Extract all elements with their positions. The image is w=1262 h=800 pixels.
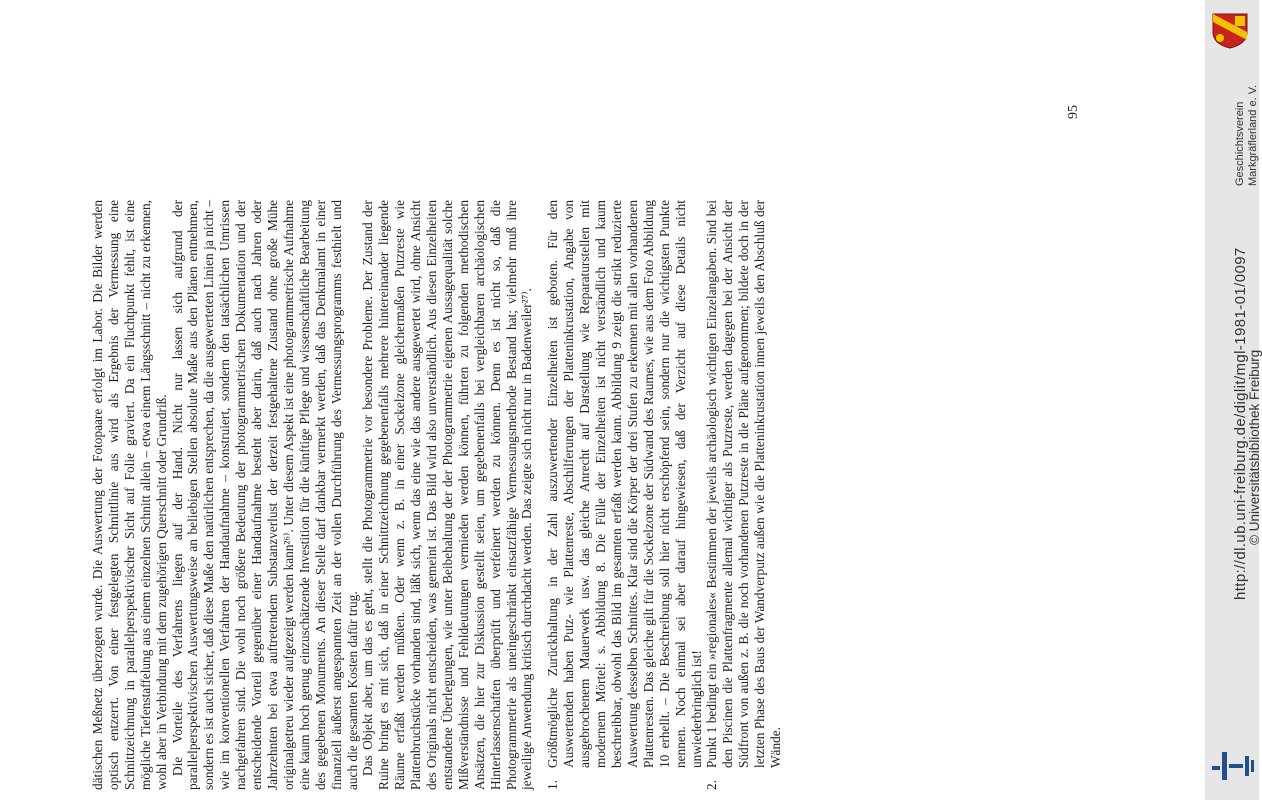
society-name-line1: Geschichtsverein <box>1234 101 1246 186</box>
society-crest-icon <box>1207 10 1253 50</box>
footnote-text: Punkt 1 bedingt ein »regionales« Bestimmen der jeweils archäologisch wichtigen Einzelangaben. Sind bei den Piscinen die Plattenfragmente allemal wichtiger als Putzreste, werden dagegen bei der Ansicht der Südfront von außen z. B. die noch vorhandenen Putzreste in die Pläne aufgenommen; bildete doch in der letzten Phase des Baus der Wandverputz außen wie die Platteninkrustation innen jeweils den Abschluß der Wände. <box>704 200 784 768</box>
library-logo-icon <box>1208 746 1256 786</box>
document-url[interactable]: http://dl.ub.uni-freiburg.de/diglit/mgl-1981-01/0097 <box>1232 247 1249 600</box>
paragraph: Das Objekt aber, um das es geht, stellt die Photogrammetrie vor besondere Probleme. Der Zustand der Ruine bringt es mit sich, daß in einer Schnittzeichnung gegebenenfalls mehrere hintereinander liegende Räume erfaßt werden müßten. Oder wenn z. B. in einer Sockelzone gleichermaßen Putzreste wie Plattenbruchstücke vorhanden sind, läßt sich, wenn das eine wie das andere ausgewertet wird, ohne Ansicht des Originals nicht entscheiden, was gemeint ist. Das Bild wird also unverständlich. Aus diesen Einzelheiten entstandene Überlegungen, wie unter Beibehaltung der der Photogrammetrie eigenen Aussagequalität solche Mißverständnisse und Fehldeutungen vermieden werden können, führten zu folgenden methodischen Ansätzen, die hier zur Diskussion gestellt seien, um gegebenenfalls bei vergleichbaren archäologischen Hinterlassenschaften überprüft und verfeinert werden zu können. Denn es ist nicht so, daß die Photogrammetrie als uneingeschränkt einsatzfähige Vermessungsmethode Bestand hat; vielmehr muß ihre jeweilige Anwendung kritisch durchdacht werden. Das zeigte sich nicht nur in Badenweiler²⁷⁾. <box>360 200 535 790</box>
footnote-number: 1. <box>545 780 561 790</box>
page-number: 95 <box>1066 105 1081 119</box>
footnote-item <box>545 200 704 790</box>
footnote-item <box>704 200 784 790</box>
paragraph: Die Vorteile des Verfahrens liegen auf der Hand. Nicht nur lassen sich aufgrund der parallelperspektivischen Auswertungsweise an beliebigen Stellen absolute Maße aus den Plänen entnehmen, sondern es ist auch sicher, daß diese Maße den natürlichen entsprechen, da die ausgewerteten Linien ja nicht – wie im konventionellen Verfahren der Handaufnahme – konstruiert, sondern den tatsächlichen Umrissen nachgefahren sind. Die wohl noch größere Bedeutung der photogrammetrischen Dokumentation und der entscheidende Vorteil gegenüber einer Handaufnahme besteht aber darin, daß auch nach Jahren oder Jahrzehnten bei etwa auftretendem Substanzverlust der derzeit festgehaltene Zustand ohne große Mühe originalgetreu wieder aufgezeigt werden kann²⁶⁾. Unter diesem Aspekt ist eine photogrammetrische Aufnahme eine kaum hoch genug einzuschätzende Investition für die künftige Pflege und wissenschaftliche Bearbeitung des gegebenen Monuments. An dieser Stelle darf dankbar vermerkt werden, daß das Denkmalamt in einer finanziell äußerst angespannten Zeit an der vollen Durchführung des Vermessungsprogramms festhielt und auch die gesamten Kosten dafür trug. <box>169 200 360 790</box>
page-body <box>90 200 1070 790</box>
copyright-notice: © Universitätsbibliothek Freiburg <box>1247 349 1262 545</box>
footnote-number: 2. <box>704 780 720 790</box>
society-name-line2: Markgräflerland e. V. <box>1247 84 1259 186</box>
footnote-text: Größtmögliche Zurückhaltung in der Zahl auszuwertender Einzelheiten ist geboten. Für den Auswertenden haben Putz- wie Plattenreste, Abschilferungen der Platteninkrustation, Angabe von ausgebrochenem Mauerwerk usw. das gleiche Anrecht auf Darstellung wie Reparaturstellen mit modernem Mörtel: s. Abbildung 8. Die Fülle der Einzelheiten ist nicht verständlich und kaum beschreibbar, obwohl das Bild im gesamten erfaßt werden kann. Abbildung 9 zeigt die strikt reduzierte Auswertung desselben Schnittes. Klar sind die Körper der drei Stufen zu erkennen mit allen vorhandenen Plattenresten. Das gleiche gilt für die Sockelzone der Südwand des Raumes, wie aus dem Foto Abbildung 10 erhellt. – Die Beschreibung soll hier nicht erschöpfend sein, sondern nur die wichtigsten Punkte nennen. Noch einmal sei aber darauf hingewiesen, daß der Verzicht auf diese Details nicht unwiederbringlich ist! <box>545 200 704 768</box>
paragraph: dätischen Meßnetz überzogen wurde. Die Auswertung der Fotopaare erfolgt im Labor. Die Bilder werden optisch entzerrt. Von einer festgelegten Schnittlinie aus wird als Ergebnis der Vermessung eine Schnittzeichnung in parallelperspektivischer Sicht auf Folie graviert. Da ein Fluchtpunkt fehlt, ist eine mögliche Tiefenstaffelung aus einem einzelnen Schnitt allein – etwa einem Längsschnitt – nicht zu erkennen, wohl aber in Verbindung mit dem zugehörigen Querschnitt oder Grundriß. <box>90 200 169 790</box>
